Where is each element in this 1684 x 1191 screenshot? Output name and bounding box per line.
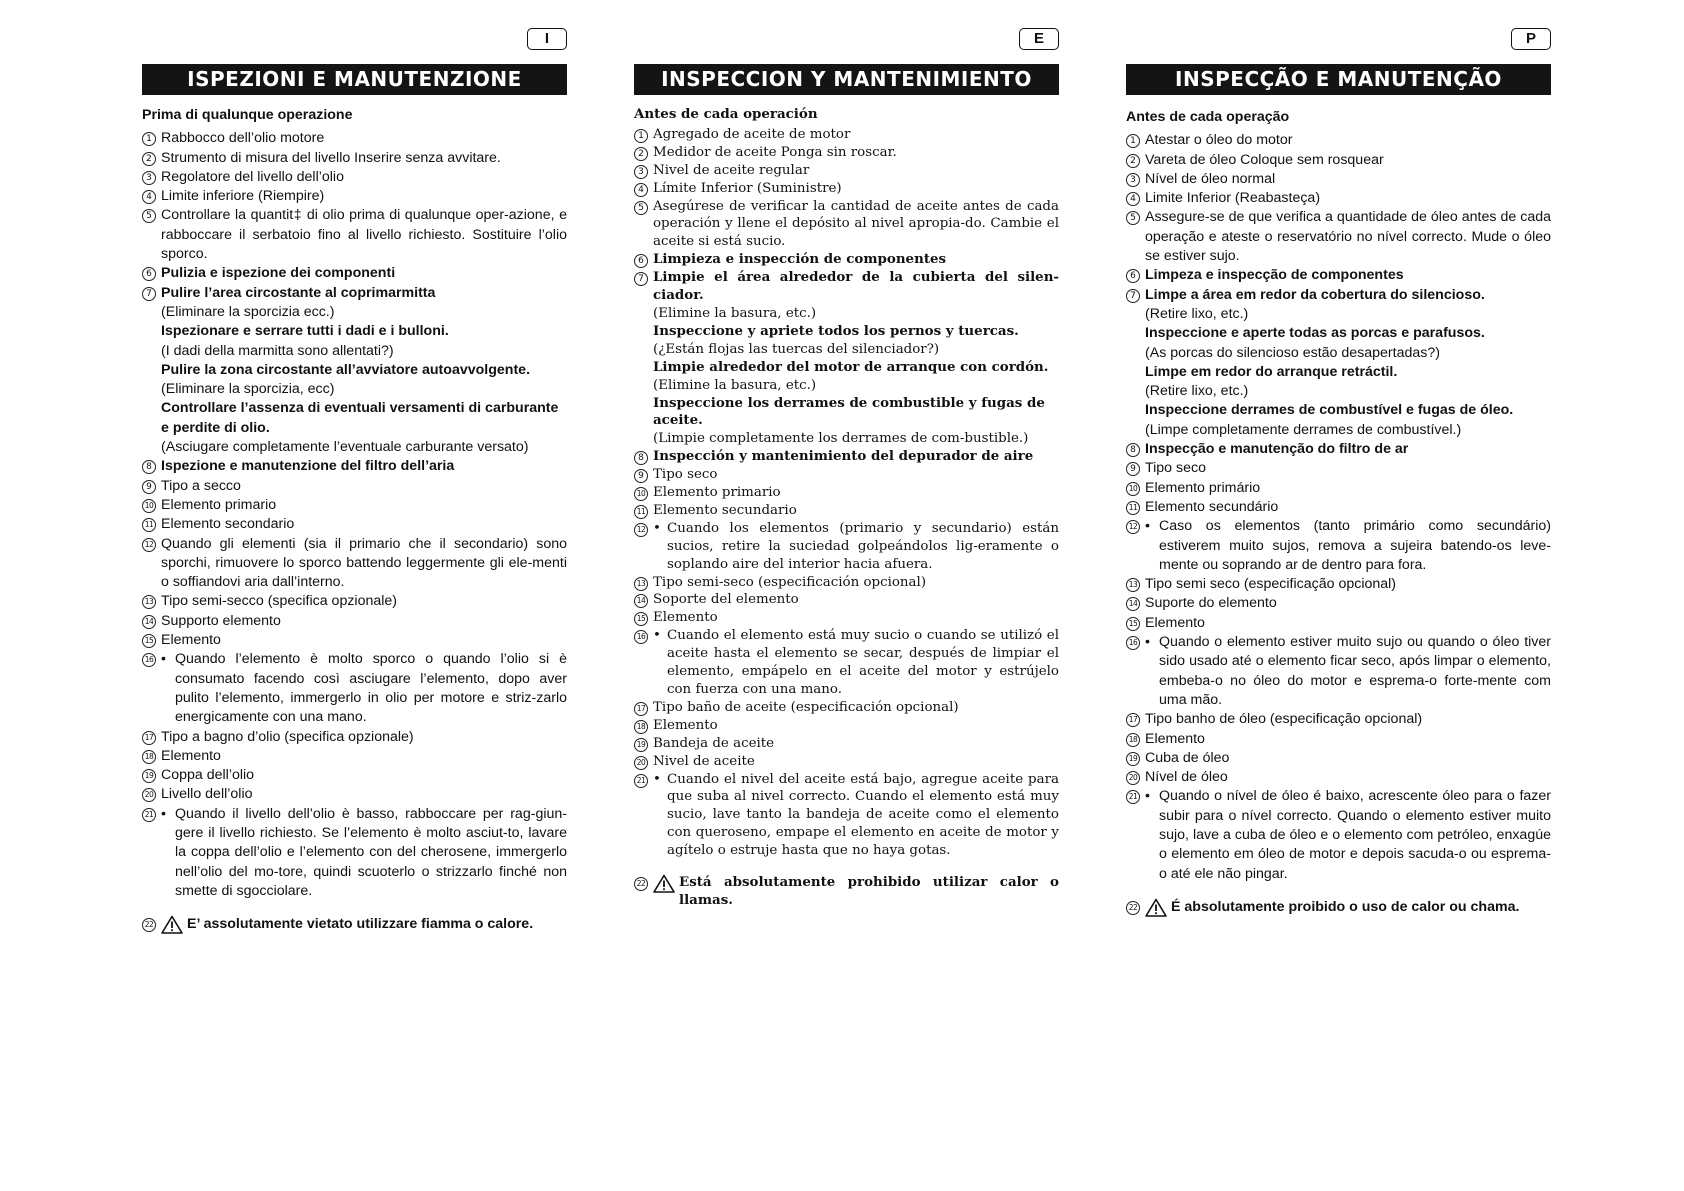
item-number: 6 xyxy=(634,254,648,268)
sub-heading: Inspeccione los derrames de combustible y fugas de aceite. xyxy=(653,394,1045,429)
list-item: 16 • Cuando el elemento está muy sucio o cuando se utilizó el aceite hasta el elemento se secar, después de limpiar el elemento, empápelo en el aceite del motor y estrújelo con fuerza con una mano. xyxy=(634,627,1059,699)
language-badge: P xyxy=(1511,28,1551,50)
item-number: 13 xyxy=(142,595,156,609)
item-number: 17 xyxy=(142,731,156,745)
list-item: 9 Tipo seco xyxy=(634,466,1059,484)
sub-heading: Inspeccione y apriete todos los pernos y tuercas. xyxy=(653,322,1019,339)
item-number: 22 xyxy=(634,877,648,891)
item-number: 10 xyxy=(1126,482,1140,496)
item-number: 19 xyxy=(634,738,648,752)
sub-note: (Retire lixo, etc.) xyxy=(1145,383,1249,400)
sub-heading: Controllare l’assenza di eventuali versamenti di carburante e perdite di olio. xyxy=(161,400,559,436)
item-number: 10 xyxy=(634,487,648,501)
sub-heading: Inspeccione e aperte todas as porcas e parafusos. xyxy=(1145,325,1485,342)
item-number: 19 xyxy=(1126,752,1140,766)
item-number: 5 xyxy=(634,201,648,215)
list-item: 6 Limpeza e inspecção de componentes xyxy=(1126,266,1551,285)
item-number: 20 xyxy=(142,788,156,802)
list-item: 5 Controllare la quantit‡ di olio prima di qualunque oper-azione, e rabboccare il serbatoio fino al livello richiesto. Sostituire l’olio sporco. xyxy=(142,206,567,264)
list-item: 8 Inspecção e manutenção do filtro de ar xyxy=(1126,440,1551,459)
list-item: 15 Elemento xyxy=(634,609,1059,627)
list-item: 14 Suporte do elemento xyxy=(1126,594,1551,613)
intro-heading: Antes de cada operação xyxy=(1126,109,1290,125)
list-item: 4 Limite Inferior (Reabasteça) xyxy=(1126,189,1551,208)
item-number: 2 xyxy=(1126,154,1140,168)
list-item: 15 Elemento xyxy=(142,631,567,650)
warning-triangle-icon xyxy=(653,874,675,893)
list-item: 10 Elemento primario xyxy=(634,484,1059,502)
sub-note: (Limpe completamente derrames de combustível.) xyxy=(1145,421,1462,438)
sub-note: (Retire lixo, etc.) xyxy=(1145,305,1249,322)
list-item: 14 Soporte del elemento xyxy=(634,591,1059,609)
list-item: 2 Medidor de aceite Ponga sin roscar. xyxy=(634,144,1059,162)
list-item: 19 Coppa dell’olio xyxy=(142,766,567,785)
instructions-body xyxy=(142,106,567,934)
list-item: 17 Tipo baño de aceite (especificación opcional) xyxy=(634,699,1059,717)
list-item: 21 • Cuando el nivel del aceite está bajo, agregue aceite para que suba al nivel correcto. Cuando el elemento está muy sucio, lave tanto la bandeja de aceite como el elemento con queroseno, empape el elemento en aceite de motor y agítelo o estruje hasta que no haya gotas. xyxy=(634,771,1059,861)
list-item: 21 • Quando o nível de óleo é baixo, acrescente óleo para o fazer subir para o nível correcto. Quando o elemento estiver muito sujo, lave a cuba de óleo e o elemento com petróleo, enxagúe o elemento em óleo de motor e depois sacuda-o ou esprema-o até ele não pingar. xyxy=(1126,787,1551,883)
list-item: 18 Elemento xyxy=(634,717,1059,735)
item-number: 2 xyxy=(634,147,648,161)
sub-note: (Limpie completamente los derrames de com-bustible.) xyxy=(653,431,1029,447)
list-item: 17 Tipo a bagno d’olio (specifica opzionale) xyxy=(142,728,567,747)
item-number: 21 xyxy=(1126,790,1140,804)
item-number: 15 xyxy=(634,612,648,626)
item-number: 11 xyxy=(634,505,648,519)
list-item: 6 Pulizia e ispezione dei componenti xyxy=(142,264,567,283)
language-badge: E xyxy=(1019,28,1059,50)
item-number: 16 xyxy=(634,630,648,644)
item-number: 7 xyxy=(634,272,648,286)
list-item: 1 Rabbocco dell’olio motore xyxy=(142,129,567,148)
list-item: 19 Bandeja de aceite xyxy=(634,735,1059,753)
item-number: 18 xyxy=(142,750,156,764)
list-item: 11 Elemento secundário xyxy=(1126,498,1551,517)
sub-heading: Ispezionare e serrare tutti i dadi e i bulloni. xyxy=(161,323,449,340)
item-number: 13 xyxy=(634,577,648,591)
sub-heading: Pulire la zona circostante all’avviatore autoavvolgente. xyxy=(161,361,531,378)
language-badge: I xyxy=(527,28,567,50)
list-item: 16 • Quando o elemento estiver muito sujo ou quando o óleo tiver sido usado até o elemento ficar seco, após limpar o elemento, embeba-o no óleo do motor e esprema-o forte-mente com uma mão. xyxy=(1126,633,1551,710)
item-number: 11 xyxy=(142,518,156,532)
item-number: 15 xyxy=(1126,617,1140,631)
item-number: 13 xyxy=(1126,578,1140,592)
warning-triangle-icon xyxy=(161,915,183,934)
item-number: 10 xyxy=(142,499,156,513)
bullet-mark: • xyxy=(653,771,661,787)
item-number: 9 xyxy=(142,480,156,494)
list-item: 11 Elemento secondario xyxy=(142,515,567,534)
list-item: 18 Elemento xyxy=(1126,730,1551,749)
item-number: 20 xyxy=(634,756,648,770)
item-number: 22 xyxy=(142,918,156,932)
list-item: 2 Vareta de óleo Coloque sem rosquear xyxy=(1126,151,1551,170)
sub-note: (Elimine la basura, etc.) xyxy=(653,305,817,321)
list-item: 7 Limpe a área em redor da cobertura do silencioso. xyxy=(1126,286,1551,305)
item-number: 1 xyxy=(634,129,648,143)
bullet-mark: • xyxy=(1145,634,1150,651)
list-item: 4 Limite inferiore (Riempire) xyxy=(142,187,567,206)
item-number: 11 xyxy=(1126,501,1140,515)
item-number: 6 xyxy=(1126,269,1140,283)
intro-heading: Prima di qualunque operazione xyxy=(142,107,353,123)
sub-note: (I dadi della marmitta sono allentati?) xyxy=(161,342,394,359)
bullet-mark: • xyxy=(653,628,661,644)
item-number: 21 xyxy=(142,808,156,822)
list-item: 3 Nivel de aceite regular xyxy=(634,162,1059,180)
list-item: 3 Regolatore del livello dell’olio xyxy=(142,168,567,187)
bullet-mark: • xyxy=(161,805,166,822)
item-number: 12 xyxy=(142,538,156,552)
item-number: 21 xyxy=(634,774,648,788)
bullet-mark: • xyxy=(161,651,166,668)
item-number: 3 xyxy=(142,171,156,185)
section-title: INSPECÇÃO E MANUTENÇÃO xyxy=(1126,64,1551,95)
bullet-mark: • xyxy=(1145,518,1150,535)
list-item: 5 Assegure-se de que verifica a quantidade de óleo antes de cada operação e ateste o reservatório no nível correcto. Mude o óleo se estiver sujo. xyxy=(1126,208,1551,266)
list-item: 9 Tipo seco xyxy=(1126,459,1551,478)
list-item: 1 Atestar o óleo do motor xyxy=(1126,131,1551,150)
list-item: 14 Supporto elemento xyxy=(142,612,567,631)
item-number: 15 xyxy=(142,634,156,648)
list-item: 17 Tipo banho de óleo (especificação opcional) xyxy=(1126,710,1551,729)
item-number: 5 xyxy=(142,209,156,223)
bullet-mark: • xyxy=(653,520,661,536)
warning-note: 22 E’ assolutamente vietato utilizzare fiamma o calore. xyxy=(142,915,567,934)
sub-note: (Elimine la basura, etc.) xyxy=(653,377,817,393)
list-item: 12 Quando gli elementi (sia il primario che il secondario) sono sporchi, rimuovere lo sporco battendo leggermente gli ele-menti o soffiandovi aria dall’interno. xyxy=(142,535,567,593)
item-number: 16 xyxy=(142,653,156,667)
list-item: 2 Strumento di misura del livello Inserire senza avvitare. xyxy=(142,149,567,168)
list-item: 19 Cuba de óleo xyxy=(1126,749,1551,768)
sub-note: (¿Están flojas las tuercas del silenciador?) xyxy=(653,341,940,357)
item-number: 9 xyxy=(634,469,648,483)
instructions-body xyxy=(634,106,1059,910)
list-item: 18 Elemento xyxy=(142,747,567,766)
item-number: 3 xyxy=(1126,173,1140,187)
item-number: 7 xyxy=(1126,289,1140,303)
list-item: 7 Pulire l’area circostante al coprimarmitta xyxy=(142,284,567,303)
sub-heading: Limpie alrededor del motor de arranque con cordón. xyxy=(653,358,1049,375)
list-item: 5 Asegúrese de verificar la cantidad de aceite antes de cada operación y llene el depósito al nivel apropia-do. Cambie el aceite si está sucio. xyxy=(634,198,1059,252)
item-number: 1 xyxy=(142,132,156,146)
section-title: INSPECCION Y MANTENIMIENTO xyxy=(634,64,1059,95)
list-item: 13 Tipo semi seco (especificação opcional) xyxy=(1126,575,1551,594)
item-number: 8 xyxy=(142,460,156,474)
item-number: 2 xyxy=(142,152,156,166)
list-item: 16 • Quando l’elemento è molto sporco o quando l’olio si è consumato facendo così asciugare l’elemento, dopo aver pulito l’elemento, immergerlo in olio per motore e striz-zarlo energicamente con una mano. xyxy=(142,650,567,727)
item-number: 8 xyxy=(634,451,648,465)
bullet-mark: • xyxy=(1145,788,1150,805)
sub-note: (Eliminare la sporcizia, ecc) xyxy=(161,381,335,398)
item-number: 9 xyxy=(1126,462,1140,476)
list-item: 12 • Cuando los elementos (primario y secundario) están sucios, retire la suciedad golpeándolos lig-eramente o soplando aire del interior hacia afuera. xyxy=(634,520,1059,574)
item-number: 7 xyxy=(142,287,156,301)
item-number: 4 xyxy=(142,190,156,204)
warning-note: 22 É absolutamente proibido o uso de calor ou chama. xyxy=(1126,898,1551,917)
list-item: 11 Elemento secundario xyxy=(634,502,1059,520)
item-number: 19 xyxy=(142,769,156,783)
list-item: 8 Ispezione e manutenzione del filtro dell’aria xyxy=(142,457,567,476)
list-item: 4 Límite Inferior (Suministre) xyxy=(634,180,1059,198)
item-number: 3 xyxy=(634,165,648,179)
instructions-body xyxy=(1126,108,1551,917)
list-item: 20 Nível de óleo xyxy=(1126,768,1551,787)
sub-note: (Eliminare la sporcizia ecc.) xyxy=(161,303,335,320)
list-item: 3 Nível de óleo normal xyxy=(1126,170,1551,189)
item-number: 5 xyxy=(1126,211,1140,225)
item-number: 14 xyxy=(1126,597,1140,611)
item-number: 17 xyxy=(1126,713,1140,727)
intro-heading: Antes de cada operación xyxy=(634,106,818,122)
list-item: 20 Livello dell’olio xyxy=(142,785,567,804)
item-number: 18 xyxy=(1126,733,1140,747)
list-item: 12 • Caso os elementos (tanto primário como secundário) estiverem muito sujos, remova a sujeira batendo-os leve-mente ou soprando ar de dentro para fora. xyxy=(1126,517,1551,575)
item-number: 6 xyxy=(142,267,156,281)
list-item: 15 Elemento xyxy=(1126,614,1551,633)
section-title: ISPEZIONI E MANUTENZIONE xyxy=(142,64,567,95)
list-item: 21 • Quando il livello dell’olio è basso, rabboccare per rag-giun-gere il livello richiesto. Se l’elemento è molto asciut-to, lavare la coppa dell’olio e l’elemento con del cherosene, immergerlo nell’olio del mo-tore, quindi scuoterlo o strizzarlo finché non smette di sgocciolare. xyxy=(142,805,567,901)
item-number: 17 xyxy=(634,702,648,716)
list-item: 10 Elemento primario xyxy=(142,496,567,515)
list-item: 8 Inspección y mantenimiento del depurador de aire xyxy=(634,448,1059,466)
warning-triangle-icon xyxy=(1145,898,1167,917)
item-number: 18 xyxy=(634,720,648,734)
item-number: 1 xyxy=(1126,134,1140,148)
item-number: 4 xyxy=(1126,192,1140,206)
item-number: 16 xyxy=(1126,636,1140,650)
list-item: 20 Nivel de aceite xyxy=(634,753,1059,771)
list-item: 7 Limpie el área alrededor de la cubierta del silen-ciador. xyxy=(634,269,1059,305)
sub-note: (Asciugare completamente l’eventuale carburante versato) xyxy=(161,439,529,456)
item-number: 12 xyxy=(1126,520,1140,534)
item-number: 14 xyxy=(142,615,156,629)
item-number: 12 xyxy=(634,523,648,537)
list-item: 10 Elemento primário xyxy=(1126,479,1551,498)
list-item: 13 Tipo semi-seco (especificación opcional) xyxy=(634,574,1059,592)
list-item: 13 Tipo semi-secco (specifica opzionale) xyxy=(142,592,567,611)
list-item: 9 Tipo a secco xyxy=(142,477,567,496)
item-number: 20 xyxy=(1126,771,1140,785)
list-item: 1 Agregado de aceite de motor xyxy=(634,126,1059,144)
warning-note: 22 Está absolutamente prohibido utilizar calor o llamas. xyxy=(634,874,1059,910)
list-item: 6 Limpieza e inspección de componentes xyxy=(634,251,1059,269)
sub-note: (As porcas do silencioso estão desapertadas?) xyxy=(1145,344,1440,361)
sub-heading: Limpe em redor do arranque retráctil. xyxy=(1145,363,1398,380)
item-number: 14 xyxy=(634,594,648,608)
sub-heading: Inspeccione derrames de combustível e fugas de óleo. xyxy=(1145,402,1514,419)
item-number: 8 xyxy=(1126,443,1140,457)
item-number: 22 xyxy=(1126,901,1140,915)
item-number: 4 xyxy=(634,183,648,197)
